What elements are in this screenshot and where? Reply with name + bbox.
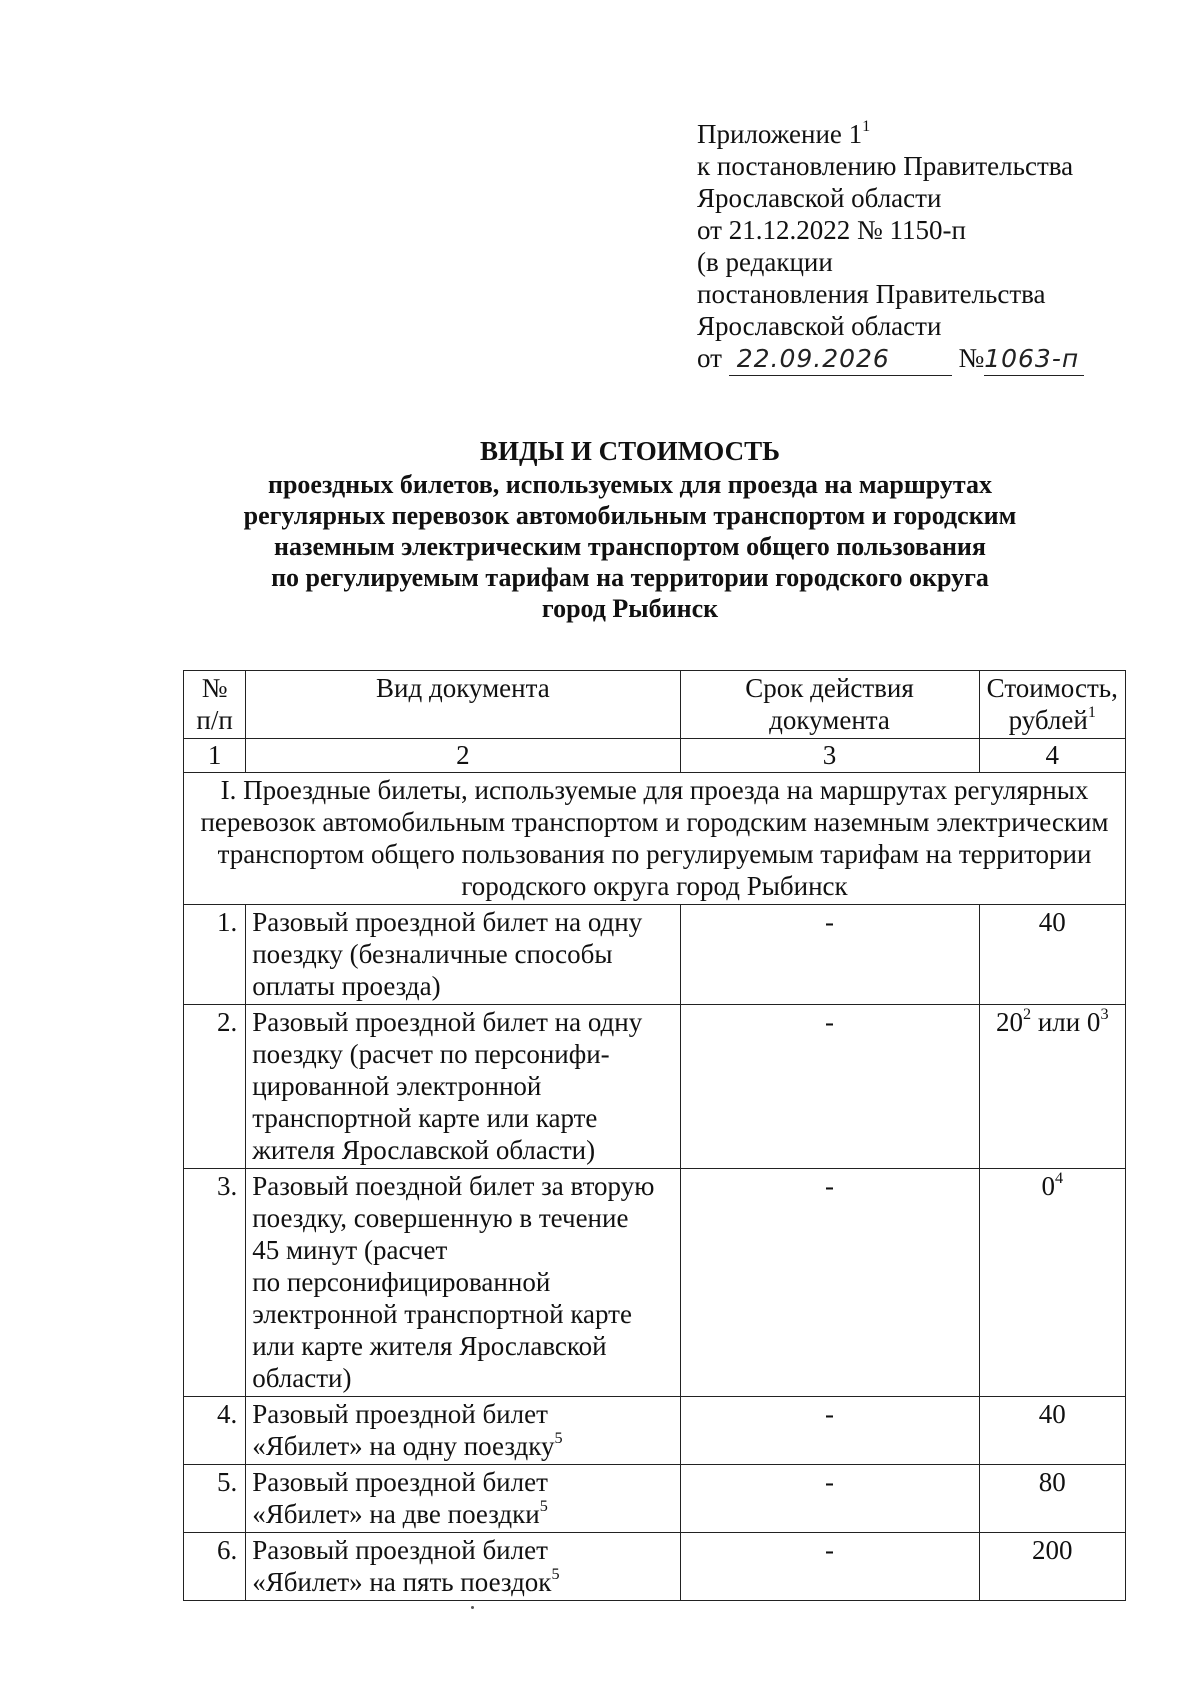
title-line: регулярных перевозок автомобильным транспортом и городским <box>243 501 1017 530</box>
table-row <box>184 1533 1126 1601</box>
row-number: 6. <box>184 1533 246 1601</box>
appendix-line: постановления Правительства <box>697 279 1046 309</box>
appendix-line: (в редакции <box>697 247 833 277</box>
row-cost: $20^2$ или $0^3$ <box>979 1005 1126 1169</box>
header-number: № п/п <box>184 671 246 739</box>
column-index-row <box>184 739 1126 773</box>
row-cost: 80 <box>979 1465 1126 1533</box>
row-number: 5. <box>184 1465 246 1533</box>
row-doc-type: Разовый проездной билет «Ябилет» на пять поездок$^5$ <box>246 1533 680 1601</box>
title-line: проездных билетов, используемых для проезда на маршрутах <box>267 470 992 499</box>
number-label: № <box>958 343 985 373</box>
row-doc-type: Разовый поездной билет за вторую поездку, совершенную в течение 45 минут (расчет по персонифицированной электронной транспортной карте или карте жителя Ярославской области) <box>246 1169 680 1397</box>
header-doc-type: Вид документа <box>246 671 680 739</box>
handwritten-date-field <box>729 342 952 376</box>
table-row <box>184 1465 1126 1533</box>
appendix-line: от 21.12.2022 № 1150-п <box>697 215 966 245</box>
row-doc-type: Разовый проездной билет «Ябилет» на две поездки$^5$ <box>246 1465 680 1533</box>
row-cost: 40 <box>979 905 1126 1005</box>
appendix-header <box>697 118 1157 376</box>
handwritten-number: 1063-п <box>984 344 1080 373</box>
row-cost: 40 <box>979 1397 1126 1465</box>
table-row <box>184 1005 1126 1169</box>
handwritten-date: 22.09.2026 <box>736 344 890 373</box>
column-index: 2 <box>246 739 680 773</box>
table-header-row <box>184 671 1126 739</box>
table-row <box>184 905 1126 1005</box>
title-line: по регулируемым тарифам на территории городского округа <box>271 563 989 592</box>
row-doc-type: Разовый проездной билет на одну поездку (безналичные способы оплаты проезда) <box>246 905 680 1005</box>
row-cost: 200 <box>979 1533 1126 1601</box>
row-term: - <box>680 1169 979 1397</box>
handwritten-number-field <box>984 342 1084 376</box>
header-term: Срок действия документа <box>680 671 979 739</box>
title-line: город Рыбинск <box>541 594 719 623</box>
appendix-title: Приложение $1^1$ <box>697 116 871 149</box>
title-line: наземным электрическим транспортом общего пользования <box>274 532 986 561</box>
header-cost: Стоимость, рублей$^1$ <box>979 671 1126 739</box>
row-doc-type: Разовый проездной билет на одну поездку (расчет по персонифи- цированной электронной транспортной карте или карте жителя Ярославской области) <box>246 1005 680 1169</box>
row-cost: $0^4$ <box>979 1169 1126 1397</box>
section-title: I. Проездные билеты, используемые для проезда на маршрутах регулярных перевозок автомобильным транспортом и городским наземным электрическим транспортом общего пользования по регулируемым тарифам на территории городского округа город Рыбинск <box>184 773 1126 905</box>
from-label: от <box>697 343 722 373</box>
section-row <box>184 773 1126 905</box>
appendix-date-number-line <box>697 342 1157 376</box>
row-doc-type: Разовый проездной билет «Ябилет» на одну поездку$^5$ <box>246 1397 680 1465</box>
title-heading: ВИДЫ И СТОИМОСТЬ <box>480 436 780 466</box>
row-number: 3. <box>184 1169 246 1397</box>
appendix-line: Ярославской области <box>697 311 942 341</box>
column-index: 3 <box>680 739 979 773</box>
scan-speck <box>471 1606 474 1609</box>
row-term: - <box>680 905 979 1005</box>
row-number: 4. <box>184 1397 246 1465</box>
document-title <box>170 436 1090 624</box>
row-number: 2. <box>184 1005 246 1169</box>
table-row <box>184 1169 1126 1397</box>
row-term: - <box>680 1005 979 1169</box>
row-term: - <box>680 1533 979 1601</box>
appendix-line: Ярославской области <box>697 183 942 213</box>
row-term: - <box>680 1465 979 1533</box>
column-index: 1 <box>184 739 246 773</box>
row-number: 1. <box>184 905 246 1005</box>
table-row <box>184 1397 1126 1465</box>
tariff-table <box>183 670 1126 1601</box>
appendix-line: к постановлению Правительства <box>697 151 1074 181</box>
column-index: 4 <box>979 739 1126 773</box>
row-term: - <box>680 1397 979 1465</box>
